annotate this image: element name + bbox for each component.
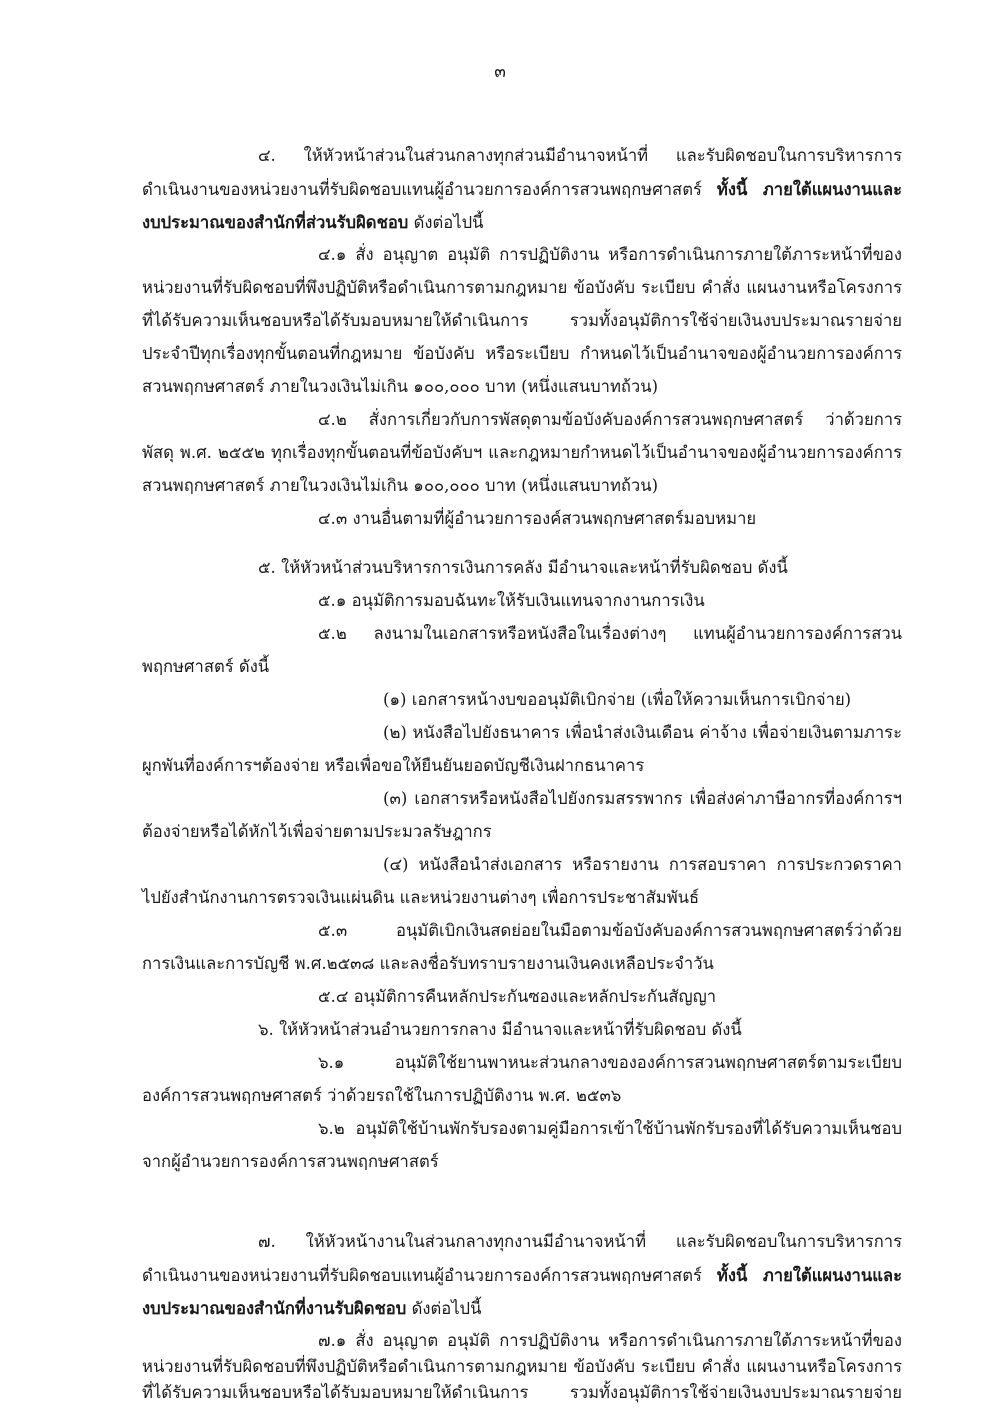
item-6-2-line-1: ๖.๒ อนุมัติใช้บ้านพักรับรองตามคู่มือการเข้าใช้บ้านพักรับรองที่ได้รับความเห็นชอบ: [318, 1119, 902, 1138]
item-5-2-sub-4-line-1: (๔) หนังสือนำส่งเอกสาร หรือรายงาน การสอบราคา การประกวดราคา: [383, 855, 902, 874]
item-5-4: ๕.๔ อนุมัติการคืนหลักประกันซองและหลักประกันสัญญา: [318, 987, 717, 1006]
item-7-1-line-3: ที่ได้รับความเห็นชอบหรือได้รับมอบหมายให้ดำเนินการ รวมทั้งอนุมัติการใช้จ่ายเงินงบประมาณรายจ่าย: [142, 1383, 902, 1402]
item-4-2-line-1: ๔.๒ สั่งการเกี่ยวกับการพัสดุตามข้อบังคับองค์การสวนพฤกษศาสตร์ ว่าด้วยการ: [318, 410, 902, 429]
item-4-1-line-2: หน่วยงานที่รับผิดชอบที่พึงปฏิบัติหรือดำเนินการตามกฎหมาย ข้อบังคับ ระเบียบ คำสั่ง แผนงานหรือโครงการ: [142, 278, 902, 297]
item-5-heading: ๕. ให้หัวหน้าส่วนบริหารการเงินการคลัง มีอำนาจและหน้าที่รับผิดชอบ ดังนี้: [258, 558, 788, 577]
item-4-2-line-3: สวนพฤกษศาสตร์ ภายในวงเงินไม่เกิน ๑๐๐,๐๐๐ บาท (หนึ่งแสนบาทถ้วน): [142, 476, 659, 495]
page-number: ๓: [494, 62, 506, 82]
item-7-line-3: งบประมาณของสำนักที่งานรับผิดชอบ ดังต่อไปนี้: [142, 1298, 482, 1318]
item-5-2-sub-2-line-1: (๒) หนังสือไปยังธนาคาร เพื่อนำส่งเงินเดือน ค่าจ้าง เพื่อจ่ายเงินตามภาระ: [383, 723, 902, 742]
item-7-line-2: ดำเนินงานของหน่วยงานที่รับผิดชอบแทนผู้อำนวยการองค์การสวนพฤกษศาสตร์ ทั้งนี้ ภายใต้แผนงานและ: [142, 1265, 902, 1285]
item-4-1-line-4: ประจำปีทุกเรื่องทุกขั้นตอนที่กฎหมาย ข้อบังคับ หรือระเบียบ กำหนดไว้เป็นอำนาจของผู้อำนวยการองค์การ: [142, 344, 902, 363]
item-4-line-1: ๔. ให้หัวหน้าส่วนในส่วนกลางทุกส่วนมีอำนาจหน้าที่ และรับผิดชอบในการบริหารการ: [258, 146, 902, 165]
item-4-line-2: ดำเนินงานของหน่วยงานที่รับผิดชอบแทนผู้อำนวยการองค์การสวนพฤกษศาสตร์ ทั้งนี้ ภายใต้แผนงานและ: [142, 179, 902, 199]
item-5-2-sub-4-line-2: ไปยังสำนักงานการตรวจเงินแผ่นดิน และหน่วยงานต่างๆ เพื่อการประชาสัมพันธ์: [142, 888, 700, 907]
item-5-2-sub-1: (๑) เอกสารหน้างบขออนุมัติเบิกจ่าย (เพื่อให้ความเห็นการเบิกจ่าย): [383, 690, 852, 709]
item-5-1: ๕.๑ อนุมัติการมอบฉันทะให้รับเงินแทนจากงานการเงิน: [318, 591, 705, 610]
item-4-1-line-1: ๔.๑ สั่ง อนุญาต อนุมัติ การปฏิบัติงาน หรือการดำเนินการภายใต้ภาระหน้าที่ของ: [318, 245, 902, 264]
item-5-3-line-1: ๕.๓ อนุมัติเบิกเงินสดย่อยในมือตามข้อบังคับองค์การสวนพฤกษศาสตร์ว่าด้วย: [318, 921, 902, 940]
item-6-heading: ๖. ให้หัวหน้าส่วนอำนวยการกลาง มีอำนาจและหน้าที่รับผิดชอบ ดังนี้: [258, 1020, 742, 1039]
item-5-2-sub-3-line-1: (๓) เอกสารหรือหนังสือไปยังกรมสรรพากร เพื่อส่งค่าภาษีอากรที่องค์การฯ: [383, 789, 902, 808]
item-6-1-line-2: องค์การสวนพฤกษศาสตร์ ว่าด้วยรถใช้ในการปฏิบัติงาน พ.ศ. ๒๕๓๖: [142, 1086, 622, 1105]
item-5-3-line-2: การเงินและการบัญชี พ.ศ.๒๕๓๘ และลงชื่อรับทราบรายงานเงินคงเหลือประจำวัน: [142, 954, 714, 973]
item-6-2-line-2: จากผู้อำนวยการองค์การสวนพฤกษศาสตร์: [142, 1152, 439, 1171]
item-5-2-sub-3-line-2: ต้องจ่ายหรือได้หักไว้เพื่อจ่ายตามประมวลรัษฎากร: [142, 822, 492, 841]
item-4-3: ๔.๓ งานอื่นตามที่ผู้อำนวยการองค์สวนพฤกษศาสตร์มอบหมาย: [318, 509, 757, 528]
item-7-1-line-2: หน่วยงานที่รับผิดชอบที่พึงปฏิบัติหรือดำเนินการตามกฎหมาย ข้อบังคับ ระเบียบ คำสั่ง แผนงานหรือโครงการ: [142, 1357, 902, 1376]
item-4-2-line-2: พัสดุ พ.ศ. ๒๕๕๒ ทุกเรื่องทุกขั้นตอนที่ข้อบังคับฯ และกฎหมายกำหนดไว้เป็นอำนาจของผู้อำนวยการองค์การ: [142, 443, 902, 462]
item-4-line-3: งบประมาณของสำนักที่ส่วนรับผิดชอบ ดังต่อไปนี้: [142, 212, 484, 232]
item-4-1-line-5: สวนพฤกษศาสตร์ ภายในวงเงินไม่เกิน ๑๐๐,๐๐๐ บาท (หนึ่งแสนบาทถ้วน): [142, 377, 659, 396]
item-5-2-sub-2-line-2: ผูกพันที่องค์การฯต้องจ่าย หรือเพื่อขอให้ยืนยันยอดบัญชีเงินฝากธนาคาร: [142, 756, 645, 775]
item-7-1-line-1: ๗.๑ สั่ง อนุญาต อนุมัติ การปฏิบัติงาน หรือการดำเนินการภายใต้ภาระหน้าที่ของ: [318, 1331, 902, 1350]
item-4-1-line-3: ที่ได้รับความเห็นชอบหรือได้รับมอบหมายให้ดำเนินการ รวมทั้งอนุมัติการใช้จ่ายเงินงบประมาณรายจ่าย: [142, 311, 902, 330]
item-5-2-line-1: ๕.๒ ลงนามในเอกสารหรือหนังสือในเรื่องต่างๆ แทนผู้อำนวยการองค์การสวน: [318, 624, 902, 643]
item-7-line-1: ๗. ให้หัวหน้างานในส่วนกลางทุกงานมีอำนาจหน้าที่ และรับผิดชอบในการบริหารการ: [258, 1232, 902, 1251]
item-5-2-line-2: พฤกษศาสตร์ ดังนี้: [142, 657, 270, 676]
item-6-1-line-1: ๖.๑ อนุมัติใช้ยานพาหนะส่วนกลางขององค์การสวนพฤกษศาสตร์ตามระเบียบ: [318, 1053, 902, 1072]
